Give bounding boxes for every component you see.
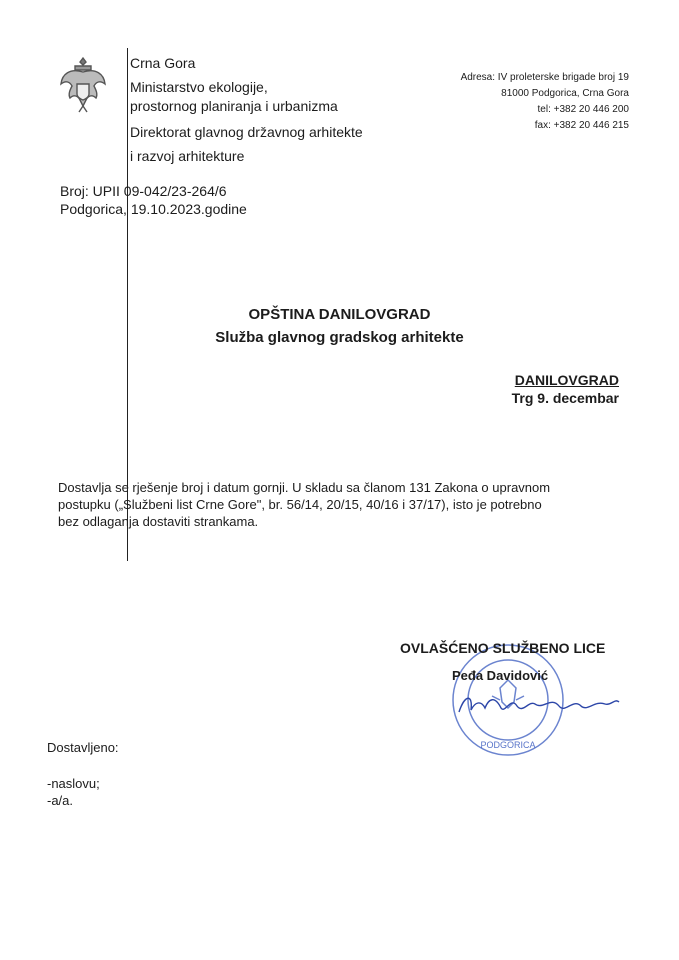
country-name: Crna Gora	[130, 55, 196, 71]
directorate-line-2: i razvoj arhitekture	[130, 148, 245, 164]
signatory-title: OVLAŠĆENO SLUŽBENO LICE	[400, 640, 606, 656]
distribution-item: -naslovu;	[47, 776, 100, 791]
distribution-item: -a/a.	[47, 793, 74, 808]
coat-of-arms-icon	[58, 54, 108, 114]
address-phone: tel: +382 20 446 200	[537, 104, 629, 115]
address-line-2: 81000 Podgorica, Crna Gora	[501, 88, 629, 99]
place-and-date: Podgorica, 19.10.2023.godine	[60, 201, 247, 217]
address-fax: fax: +382 20 446 215	[534, 120, 629, 131]
recipient-city: DANILOVGRAD	[514, 372, 619, 388]
address-line-1: Adresa: IV proleterske brigade broj 19	[460, 72, 629, 83]
body-line-2: postupku („Službeni list Crne Gore", br. 56/14, 20/15, 40/16 i 37/17), isto je potrebno	[58, 497, 542, 512]
ministry-line-2: prostornog planiranja i urbanizma	[130, 98, 338, 114]
recipient-name: OPŠTINA DANILOVGRAD	[248, 306, 431, 323]
stamp-text: PODGORICA	[480, 740, 536, 750]
body-line-1: Dostavlja se rješenje broj i datum gornji. U skladu sa članom 131 Zakona o upravnom	[58, 480, 551, 495]
handwritten-signature	[455, 688, 625, 722]
distribution-label: Dostavljeno:	[47, 740, 119, 755]
recipient-street: Trg 9. decembar	[511, 390, 619, 406]
directorate-line-1: Direktorat glavnog državnog arhitekte	[130, 124, 363, 140]
body-line-3: bez odlaganja dostaviti strankama.	[58, 514, 259, 529]
signatory-name: Peđa Davidović	[452, 668, 549, 683]
ministry-line-1: Ministarstvo ekologije,	[130, 79, 268, 95]
reference-number: Broj: UPII 09-042/23-264/6	[60, 183, 227, 199]
recipient-department: Služba glavnog gradskog arhitekte	[215, 329, 464, 346]
